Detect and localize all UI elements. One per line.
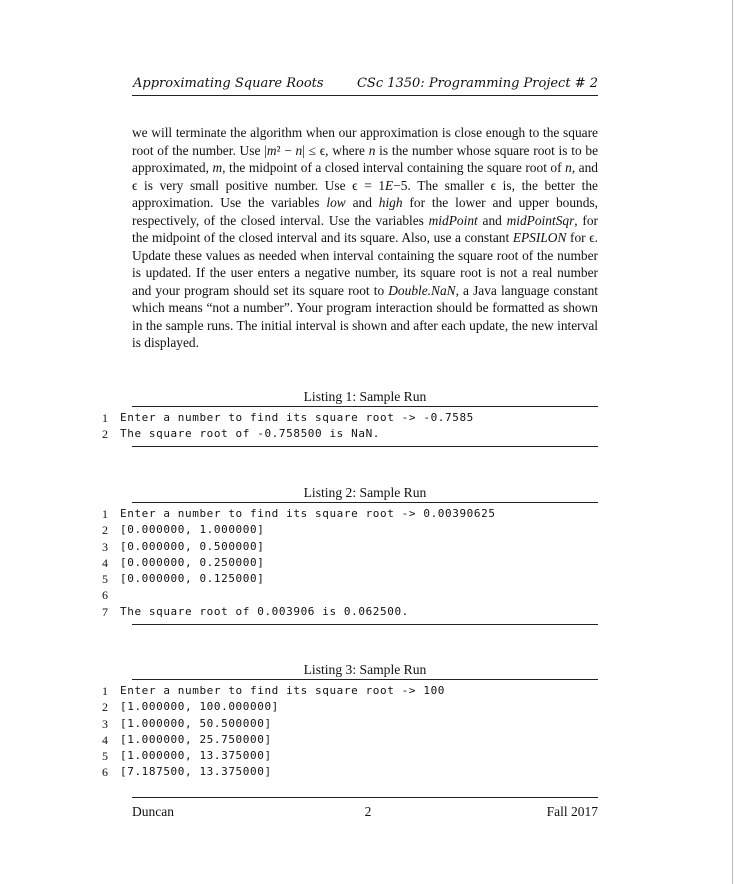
listing-1-bottom-rule: [132, 446, 598, 447]
line-number: 3: [102, 539, 108, 554]
line-number: 2: [102, 523, 108, 538]
code-text: [1.000000, 13.375000]: [120, 749, 272, 763]
code-line: [0, 699, 600, 715]
listing-3-code: [0, 683, 600, 781]
line-number: 2: [102, 700, 108, 715]
line-number: 1: [102, 507, 108, 521]
line-number: 1: [102, 411, 108, 425]
code-text: [1.000000, 25.750000]: [120, 732, 272, 746]
code-text: Enter a number to find its square root -> -0.7585: [120, 411, 474, 424]
code-text: The square root of 0.003906 is 0.062500.: [120, 604, 409, 618]
code-text: [1.000000, 50.500000]: [120, 716, 272, 730]
code-text: Enter a number to find its square root -> 100: [120, 684, 446, 697]
listing-2-bottom-rule: [132, 624, 598, 625]
code-line: [0, 683, 600, 699]
code-line: [0, 716, 600, 732]
code-text: Enter a number to find its square root -> 0.00390625: [120, 507, 496, 520]
footer-author: Duncan: [132, 804, 174, 819]
code-line: [0, 522, 600, 538]
listing-1-code: [0, 410, 600, 443]
listing-3-caption: Listing 3: Sample Run: [303, 662, 427, 677]
footer-rule: [132, 797, 598, 798]
listing-1-top-rule: [132, 406, 598, 407]
code-line: [0, 764, 600, 780]
line-number: 6: [102, 765, 108, 780]
code-text: [0.000000, 0.250000]: [120, 555, 265, 569]
code-line: [0, 732, 600, 748]
line-number: 3: [102, 716, 108, 731]
line-number: 7: [102, 604, 108, 619]
line-number: 4: [102, 555, 108, 570]
code-text: The square root of -0.758500 is NaN.: [120, 427, 381, 441]
line-number: 1: [102, 684, 108, 698]
listing-1-caption: Listing 1: Sample Run: [303, 389, 427, 404]
listing-2-top-rule: [132, 502, 598, 503]
code-text: [7.187500, 13.375000]: [120, 765, 272, 779]
listing-2-caption: Listing 2: Sample Run: [303, 485, 427, 500]
code-line: [0, 571, 600, 587]
footer-term: Fall 2017: [546, 804, 598, 819]
line-number: 2: [102, 427, 108, 442]
line-number: 5: [102, 749, 108, 764]
line-number: 6: [102, 588, 108, 603]
page-number: 2: [364, 804, 372, 819]
running-header-title: Approximating Square Roots: [133, 76, 324, 91]
code-text: [0.000000, 0.500000]: [120, 539, 265, 553]
code-text: [0.000000, 1.000000]: [120, 523, 265, 537]
listing-3-top-rule: [132, 679, 598, 680]
code-line: [0, 410, 600, 426]
header-rule: [132, 95, 598, 96]
code-line: [0, 539, 600, 555]
running-header-course: CSc 1350: Programming Project # 2: [356, 76, 598, 91]
code-line: [0, 555, 600, 571]
code-text: [0.000000, 0.125000]: [120, 572, 265, 586]
line-number: 5: [102, 572, 108, 587]
code-text: [1.000000, 100.000000]: [120, 700, 279, 714]
code-line: [0, 426, 600, 442]
code-line: [0, 506, 600, 522]
page-edge: [732, 0, 733, 884]
code-line: [0, 604, 600, 620]
line-number: 4: [102, 732, 108, 747]
code-line: [0, 748, 600, 764]
code-line: [0, 587, 600, 603]
body-paragraph: we will terminate the algorithm when our approximation is close enough to the square root of the number. Use |m² − n| ≤ ϵ, where n is the number whose square root is to be approximated, m, the midpoint of a closed interval containing the square root of n, and ϵ is very small positive number. Use ϵ = 1E−5. The smaller ϵ is, the better the approximation. Use the variables low and high for the lower and upper bounds, respectively, of the closed interval. Use the variables midPoint and midPointSqr, for the midpoint of the closed interval and its square. Also, use a constant EPSILON for ϵ. Update these values as needed when interval containing the square root of the number is updated. If the user enters a negative number, its square root is not a real number and your program should set its square root to Double.NaN, a Java language constant which means “not a number”. Your program interaction should be formatted as shown in the sample runs. The initial interval is shown and after each update, the new interval is displayed.: [132, 125, 599, 350]
listing-2-code: [0, 506, 600, 620]
